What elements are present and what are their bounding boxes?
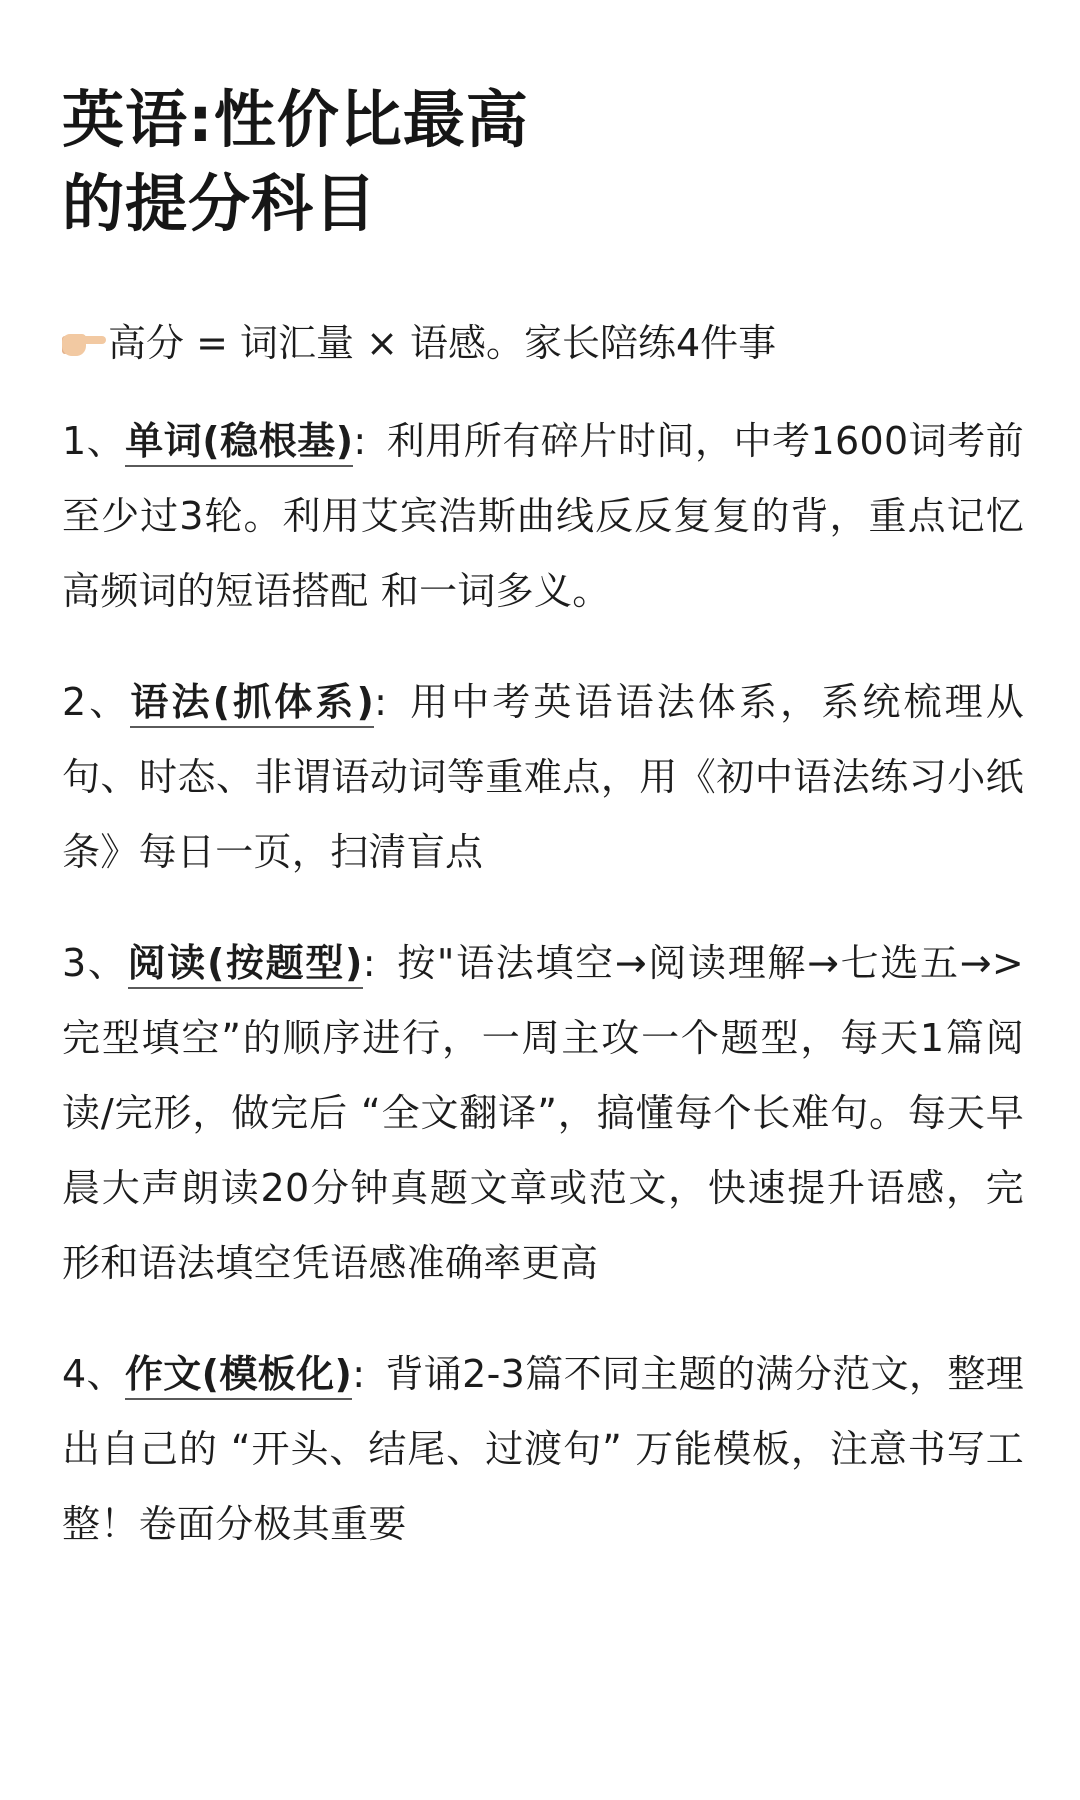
tip-section-2 bbox=[62, 665, 1024, 890]
section-colon: : bbox=[353, 419, 367, 463]
section-body: 按"语法填空→阅读理解→七选五→>完型填空”的顺序进行，一周主攻一个题型，每天1篇阅读/完形，做完后 “全文翻译”，搞懂每个长难句。每天早晨大声朗读20分钟真题文章或范文，快速提升语感，完形和语法填空凭语感准确率更高 bbox=[62, 941, 1024, 1285]
section-body: 背诵2-3篇不同主题的满分范文，整理出自己的 “开头、结尾、过渡句” 万能模板，注意书写工整！卷面分极其重要 bbox=[62, 1352, 1025, 1546]
intro-text: 高分 = 词汇量 × 语感。家长陪练4件事 bbox=[108, 321, 777, 365]
article bbox=[62, 78, 1024, 1562]
pointing-hand-icon bbox=[62, 328, 106, 358]
section-number: 4、 bbox=[62, 1352, 125, 1396]
section-number: 1、 bbox=[62, 419, 126, 463]
title-line-1: 英语:性价比最高 bbox=[62, 83, 529, 156]
tip-section-1 bbox=[62, 404, 1024, 629]
section-body: 用中考英语语法体系，系统梳理从句、时态、非谓语动词等重难点，用《初中语法练习小纸条》每日一页，扫清盲点 bbox=[62, 680, 1024, 874]
section-colon: : bbox=[362, 941, 376, 985]
section-heading: 作文(模板化) bbox=[125, 1352, 352, 1400]
section-heading: 语法(抓体系) bbox=[130, 680, 374, 728]
section-colon: : bbox=[374, 680, 388, 724]
section-heading: 阅读(按题型) bbox=[128, 941, 363, 989]
intro-line bbox=[62, 318, 1024, 368]
section-number: 2、 bbox=[62, 680, 131, 724]
section-heading: 单词(稳根基) bbox=[125, 419, 353, 467]
tip-section-4 bbox=[62, 1337, 1024, 1562]
section-colon: : bbox=[352, 1352, 366, 1396]
page-title bbox=[62, 78, 1024, 246]
tip-section-3 bbox=[62, 926, 1024, 1301]
section-number: 3、 bbox=[62, 941, 128, 985]
title-line-2: 的提分科目 bbox=[62, 167, 378, 240]
section-body: 利用所有碎片时间，中考1600词考前至少过3轮。利用艾宾浩斯曲线反反复复的背，重点记忆高频词的短语搭配 和一词多义。 bbox=[62, 419, 1025, 613]
